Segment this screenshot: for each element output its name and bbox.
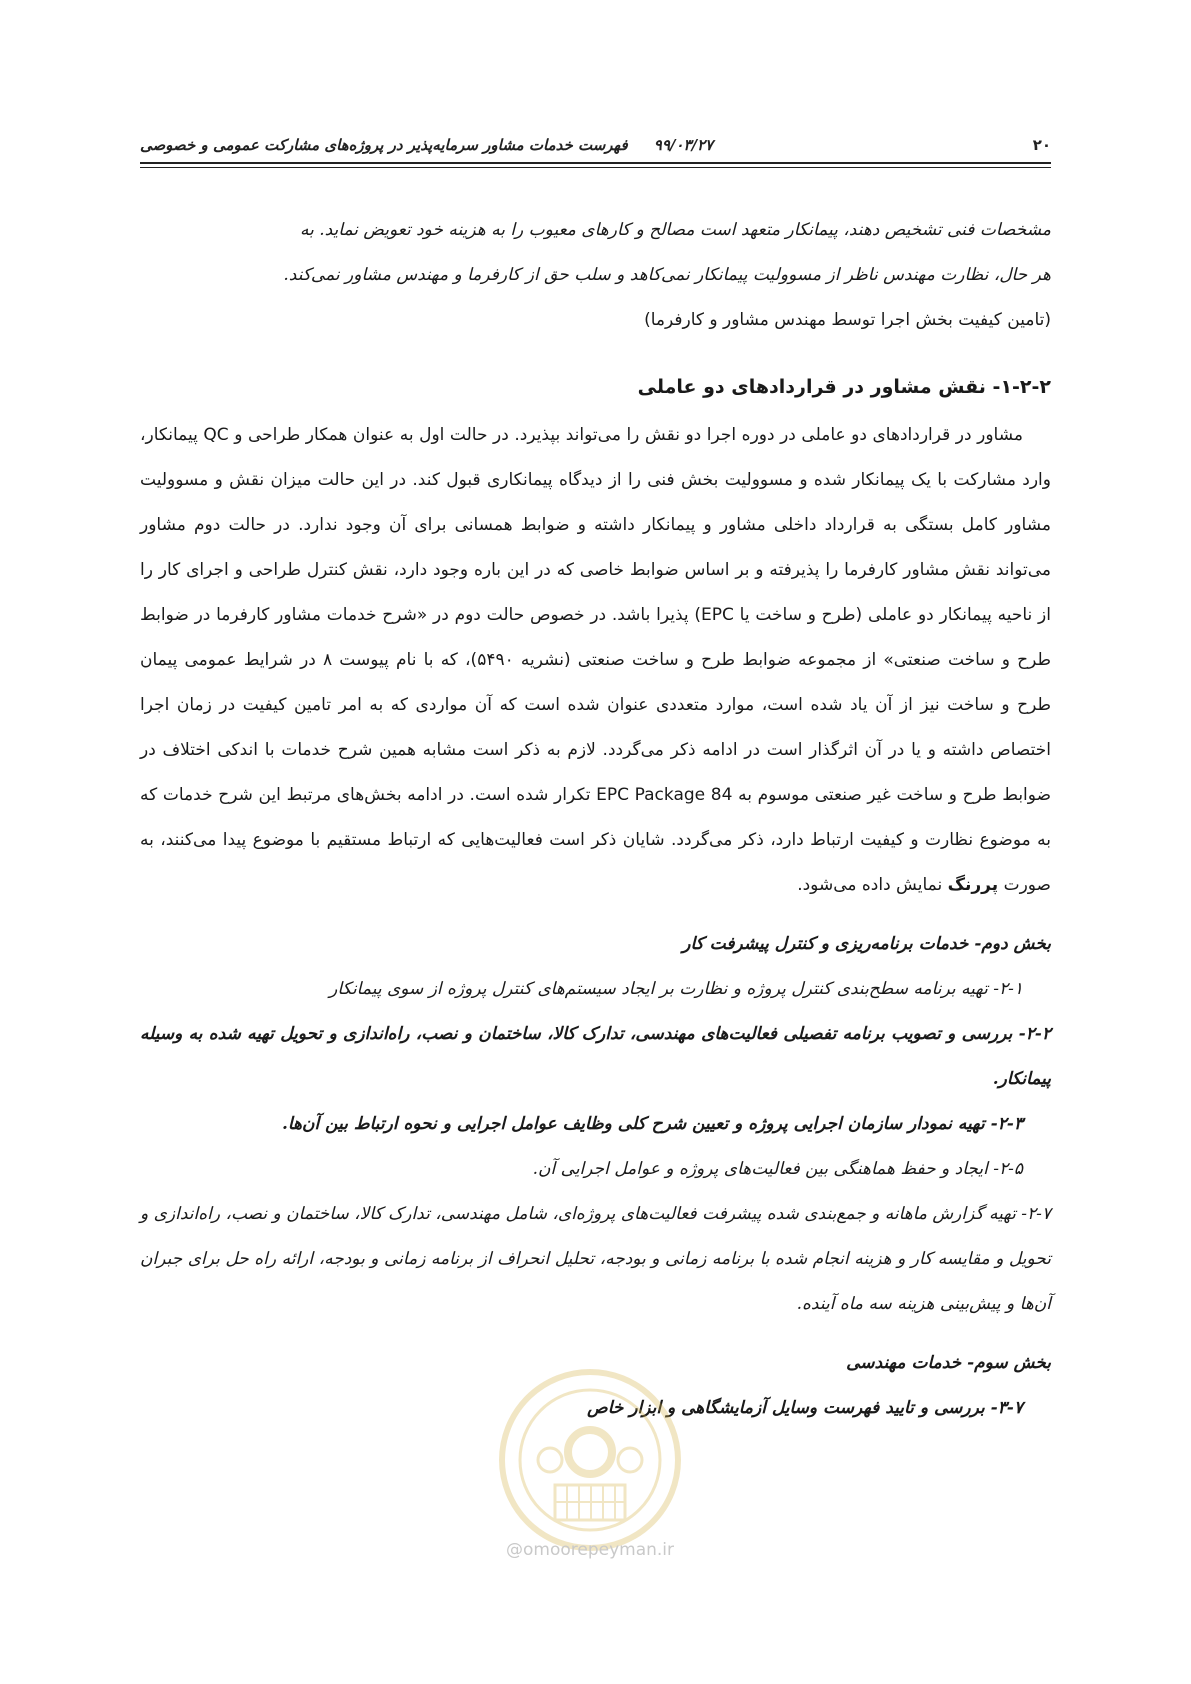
part2-item-4: ۲-۵- ایجاد و حفظ هماهنگی بین فعالیت‌های پروژه و عوامل اجرایی آن. [532,1159,1023,1179]
page-number: ۲۰ [1032,136,1051,154]
header-rule [140,162,1051,164]
part2-item-2: ۲-۲- بررسی و تصویب برنامه تفصیلی فعالیت‌های مهندسی، تدارک کالا، ساختمان و نصب، راه‌اندازی و تحویل تهیه شده به وسیله پیمانکار. [140,1024,1051,1089]
header-title: فهرست خدمات مشاور سرمایه‌پذیر در پروژه‌های مشارکت عمومی و خصوصی [140,136,628,154]
part3-item-1: ۳-۷- بررسی و تایید فهرست وسایل آزمایشگاهی و ابزار خاص [587,1398,1023,1418]
page-header [140,126,1051,154]
part3-heading: بخش سوم- خدمات مهندسی [846,1353,1051,1373]
intro-line-3: (تامین کیفیت بخش اجرا توسط مهندس مشاور و کارفرما) [644,310,1051,330]
watermark-text: @omoorepeyman.ir [505,1540,675,1560]
paragraph-text-a: مشاور در قراردادهای دو عاملی در دوره اجرا دو نقش را می‌تواند بپذیرد. در حالت اول به عنوان همکار طراحی و QC پیمانکار، وارد مشارکت با یک پیمانکار شده و مسوولیت بخش فنی را از دیدگاه پیمانکاری قبول کند. در این حالت میزان نقش و مسوولیت مشاور کامل بستگی به قرارداد داخلی مشاور و پیمانکار داشته و ضوابط همسانی برای آن وجود ندارد. در حالت دوم مشاور می‌تواند نقش مشاور کارفرما را پذیرفته و بر اساس ضوابط خاصی که در این باره وجود دارد، نقش کنترل طراحی و اجرای کار را از ناحیه پیمانکار دو عاملی (طرح و ساخت یا EPC) پذیرا باشد. در خصوص حالت دوم در «شرح خدمات مشاور کارفرما در ضوابط طرح و ساخت صنعتی» از مجموعه ضوابط طرح و ساخت صنعتی (نشریه ۵۴۹۰)، که با نام پیوست ۸ در شرایط عمومی پیمان طرح و ساخت نیز از آن یاد شده است، موارد متعددی عنوان شده است که آن مواردی که به امر تامین کیفیت در زمان اجرا اختصاص داشته و یا در آن اثرگذار است در ادامه ذکر می‌گردد. لازم به ذکر است مشابه همین شرح خدمات با اندکی اختلاف در ضوابط طرح و ساخت غیر صنعتی موسوم به EPC Package 84 تکرار شده است. در ادامه بخش‌های مرتبط این شرح خدمات که به موضوع نظارت و کیفیت ارتباط دارد، ذکر می‌گردد. شایان ذکر است فعالیت‌هایی که ارتباط مستقیم با موضوع پیدا می‌کنند، به صورت [140,425,1052,895]
section-heading: ۱-۲-۲- نقش مشاور در قراردادهای دو عاملی [637,376,1051,398]
intro-line-2: هر حال، نظارت مهندس ناظر از مسوولیت پیمانکار نمی‌کاهد و سلب حق از کارفرما و مهندس مشاور نمی‌کند. [283,265,1051,285]
part2-heading: بخش دوم- خدمات برنامه‌ریزی و کنترل پیشرفت کار [682,934,1051,954]
header-rule-thin [140,167,1051,168]
paragraph-text-b: نمایش داده می‌شود. [797,875,943,895]
header-date: ۹۹/۰۳/۲۷ [653,136,714,154]
header-title-group [140,136,713,154]
part2-item-1: ۲-۱- تهیه برنامه سطح‌بندی کنترل پروژه و نظارت بر ایجاد سیستم‌های کنترل پروژه از سوی پیمانکار [329,979,1023,999]
page-body [140,208,1051,1431]
bold-word: پررنگ [947,875,999,895]
part2-item-3: ۲-۳- تهیه نمودار سازمان اجرایی پروژه و تعیین شرح کلی وظایف عوامل اجرایی و نحوه ارتباط بین آن‌ها. [281,1114,1023,1134]
intro-line-1: مشخصات فنی تشخیص دهند، پیمانکار متعهد است مصالح و کارهای معیوب را به هزینه خود تعویض نماید. به [299,220,1051,240]
section-paragraph [140,413,1051,908]
part2-item-5: ۲-۷- تهیه گزارش ماهانه و جمع‌بندی شده پیشرفت فعالیت‌های پروژه‌ای، شامل مهندسی، تدارک کالا، ساختمان و نصب، راه‌اندازی و تحویل و مقایسه کار و هزینه انجام شده با برنامه زمانی و بودجه، تحلیل انحراف از برنامه زمانی و بودجه، ارائه راه حل برای جبران آن‌ها و پیش‌بینی هزینه سه ماه آینده. [140,1204,1051,1314]
